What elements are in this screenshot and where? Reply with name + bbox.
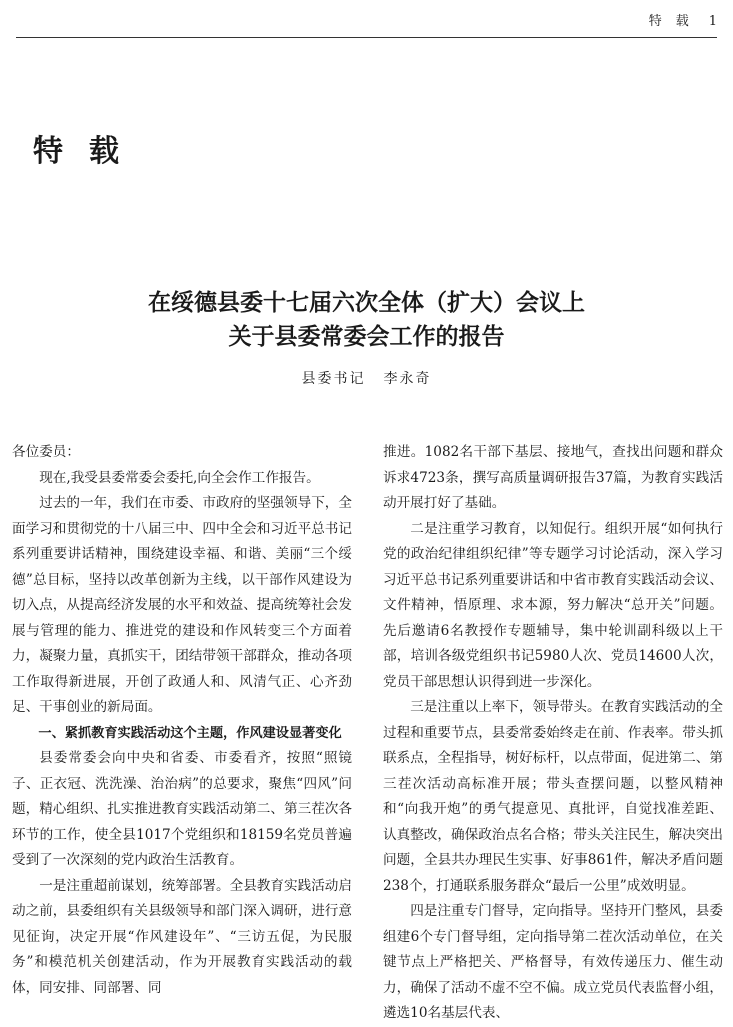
author-byline	[0, 368, 733, 388]
running-header-section: 特载	[648, 14, 703, 29]
paragraph: 一是注重超前谋划，统筹部署。全县教育实践活动启动之前，县委组织有关县级领导和部门深入调研，进行意见征询，决定开展“作风建设年”、“三访五促，为民服务”和模范机关创建活动，作为开展教育实践活动的载体，同安排、同部署、同	[12, 877, 352, 996]
salutation: 各位委员：	[12, 444, 80, 460]
section-heading: 一、紧抓教育实践活动这个主题，作风建设显著变化	[38, 725, 342, 741]
running-header	[0, 0, 733, 38]
page-number: 1	[708, 14, 717, 29]
body-column-right	[383, 440, 723, 1027]
body-column-left	[12, 440, 352, 1001]
author-name: 李永奇	[383, 371, 432, 387]
paragraph: 二是注重学习教育，以知促行。组织开展“如何执行党的政治纪律组织纪律”等专题学习讨论活动，深入学习习近平总书记系列重要讲话和中省市教育实践活动会议、文件精神，悟原理、求本源，努力解决“总开关”问题。先后邀请6名教授作专题辅导，集中轮训副科级以上干部，培训各级党组织书记5980人次、党员14600人次，党员干部思想认识得到进一步深化。	[383, 520, 723, 690]
section-title: 特载	[33, 134, 145, 169]
paragraph: 县委常委会向中央和省委、市委看齐，按照“照镜子、正衣冠、洗洗澡、治治病”的总要求，聚焦“四风”问题，精心组织、扎实推进教育实践活动第二、第三茬次各环节的工作，使全县1017个党组织和18159名党员普遍受到了一次深刻的党内政治生活教育。	[12, 750, 352, 868]
author-role: 县委书记	[301, 371, 366, 387]
header-rule	[16, 37, 717, 38]
report-title-line-1: 在绥德县委十七届六次全体（扩大）会议上	[148, 289, 585, 316]
paragraph: 过去的一年，我们在市委、市政府的坚强领导下，全面学习和贯彻党的十八届三中、四中全会和习近平总书记系列重要讲话精神，围绕建设幸福、和谐、美丽“三个绥德”总目标，坚持以改革创新为主线，以干部作风建设为切入点，从提高经济发展的水平和效益、提高统筹社会发展与管理的能力、推进党的建设和作风转变三个方面着力，凝聚力量，真抓实干，团结带领干部群众，推动各项工作取得新进展，开创了政通人和、风清气正、心齐劲足、干事创业的新局面。	[12, 495, 352, 715]
paragraph: 推进。1082名干部下基层、接地气，查找出问题和群众诉求4723条，撰写高质量调研报告37篇，为教育实践活动开展打好了基础。	[383, 444, 723, 511]
report-title-line-2: 关于县委常委会工作的报告	[228, 323, 505, 350]
paragraph: 三是注重以上率下，领导带头。在教育实践活动的全过程和重要节点，县委常委始终走在前、作表率。带头抓联系点，全程指导，树好标杆，以点带面，促进第二、第三茬次活动高标准开展；带头查摆问题，以整风精神和“向我开炮”的勇气提意见、真批评，自觉找准差距、认真整改，确保政治点名合格；带头关注民生，解决突出问题，全县共办理民生实事、好事861件，解决矛盾问题238个，打通联系服务群众“最后一公里”成效明显。	[383, 699, 723, 894]
paragraph: 四是注重专门督导，定向指导。坚持开门整风，县委组建6个专门督导组，定向指导第二茬次活动单位，在关键节点上严格把关、严格督导，有效传递压力、催生动力，确保了活动不虚不空不偏。成立党员代表监督小组，遴选10名基层代表、	[383, 903, 723, 1021]
paragraph: 现在,我受县委常委会委托,向全会作工作报告。	[39, 469, 320, 486]
report-title	[0, 286, 733, 354]
running-header-text	[649, 10, 717, 29]
